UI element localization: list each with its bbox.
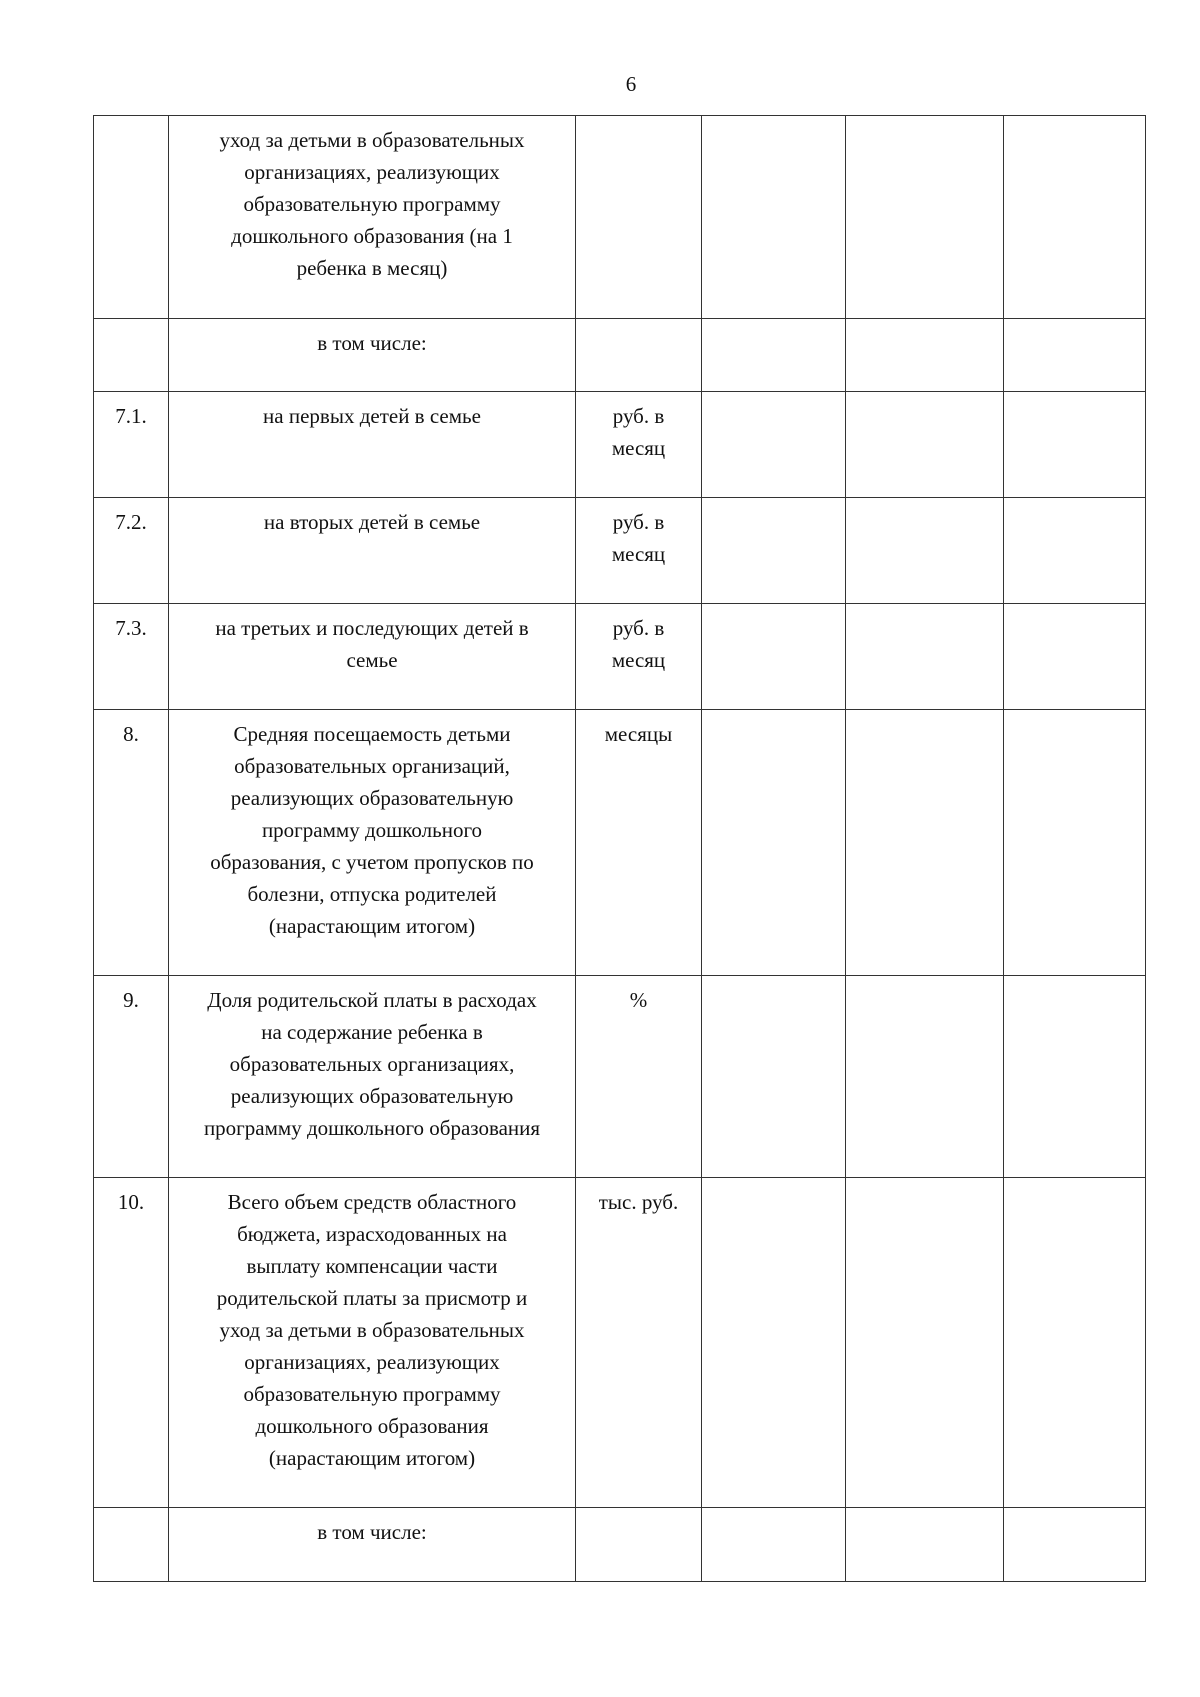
page-number: 6 [625,72,637,96]
value-cell [846,1178,1004,1508]
indicator-name-cell [169,498,576,604]
indicator-name-line: образовательных организаций, [234,754,510,778]
indicator-name-line: образовательных организациях, [229,1052,515,1076]
value-cell [846,976,1004,1178]
row-number-cell [94,1508,169,1582]
row-number-cell [94,392,169,498]
indicator-name-line: выплату компенсации части [246,1254,498,1278]
value-cell [846,1508,1004,1582]
unit-cell [576,498,702,604]
indicator-name-cell [169,1508,576,1582]
indicator-name-line: уход за детьми в образовательных [219,1318,525,1342]
indicator-name-cell [169,116,576,319]
table-row [94,392,1146,498]
indicator-name-line: реализующих образовательную [230,786,514,810]
unit-cell [576,116,702,319]
indicator-name-cell [169,319,576,392]
indicator-name-line: организациях, реализующих [244,160,500,184]
indicator-name-line: программу дошкольного [261,818,483,842]
value-cell [1004,604,1146,710]
unit-line: месяц [611,542,666,566]
value-cell [1004,498,1146,604]
indicator-name-line: в том числе: [317,1520,427,1544]
indicator-name-line: (нарастающим итогом) [268,914,476,938]
indicator-name-line: образовательную программу [243,192,501,216]
indicator-name-line: уход за детьми в образовательных [219,128,525,152]
indicator-name-line: образования, с учетом пропусков по [210,850,534,874]
unit-cell [576,319,702,392]
indicator-name-line: ребенка в месяц) [296,256,448,280]
row-number: 10. [117,1190,145,1214]
unit-cell [576,710,702,976]
unit-line: месяц [611,436,666,460]
table-row [94,116,1146,319]
value-cell [846,319,1004,392]
table-row [94,604,1146,710]
value-cell [702,976,846,1178]
indicator-name-line: дошкольного образования (на 1 [231,224,513,248]
value-cell [1004,1178,1146,1508]
row-number-cell [94,604,169,710]
value-cell [846,604,1004,710]
table-row [94,976,1146,1178]
row-number: 8. [123,722,139,746]
indicator-name-line: реализующих образовательную [230,1084,514,1108]
row-number-cell [94,116,169,319]
indicator-name-line: организациях, реализующих [244,1350,500,1374]
value-cell [702,498,846,604]
value-cell [702,604,846,710]
indicator-name-line: в том числе: [317,331,427,355]
indicator-name-line: программу дошкольного образования [203,1116,541,1140]
unit-cell [576,604,702,710]
value-cell [1004,116,1146,319]
row-number: 7.2. [115,510,147,534]
table-row [94,710,1146,976]
indicators-table [93,115,1146,1582]
indicator-name-line: семье [346,648,398,672]
value-cell [702,392,846,498]
indicator-name-line: Средняя посещаемость детьми [233,722,511,746]
value-cell [1004,1508,1146,1582]
table-row [94,319,1146,392]
indicator-name-line: образовательную программу [243,1382,501,1406]
indicator-name-line: на вторых детей в семье [263,510,481,534]
indicator-name-line: на первых детей в семье [263,404,481,428]
row-number-cell [94,319,169,392]
indicator-name-cell [169,710,576,976]
value-cell [702,1508,846,1582]
indicator-name-line: бюджета, израсходованных на [237,1222,507,1246]
unit-cell [576,1508,702,1582]
row-number-cell [94,498,169,604]
indicator-name-cell [169,392,576,498]
row-number: 9. [123,988,139,1012]
indicator-name-line: на третьих и последующих детей в [215,616,529,640]
unit-line: месяц [611,648,666,672]
row-number: 7.3. [115,616,147,640]
indicator-name-line: дошкольного образования [255,1414,489,1438]
value-cell [846,498,1004,604]
indicator-name-line: Доля родительской платы в расходах [207,988,537,1012]
unit-line: руб. в [612,404,665,428]
value-cell [702,116,846,319]
unit-cell [576,1178,702,1508]
unit-line: руб. в [612,510,665,534]
table-row [94,1508,1146,1582]
value-cell [1004,392,1146,498]
row-number-cell [94,976,169,1178]
table-row [94,1178,1146,1508]
unit-line: тыс. руб. [598,1190,679,1214]
indicator-name-line: родительской платы за присмотр и [216,1286,528,1310]
row-number-cell [94,1178,169,1508]
unit-cell [576,976,702,1178]
value-cell [702,319,846,392]
table-row [94,498,1146,604]
value-cell [1004,710,1146,976]
value-cell [846,710,1004,976]
unit-line: % [629,988,648,1012]
indicator-name-cell [169,604,576,710]
value-cell [846,116,1004,319]
row-number: 7.1. [115,404,147,428]
value-cell [846,392,1004,498]
unit-cell [576,392,702,498]
indicator-name-cell [169,1178,576,1508]
row-number-cell [94,710,169,976]
indicator-name-cell [169,976,576,1178]
value-cell [702,1178,846,1508]
unit-line: месяцы [604,722,673,746]
indicator-name-line: болезни, отпуска родителей [247,882,497,906]
value-cell [702,710,846,976]
indicator-name-line: (нарастающим итогом) [268,1446,476,1470]
unit-line: руб. в [612,616,665,640]
value-cell [1004,976,1146,1178]
indicator-name-line: на содержание ребенка в [261,1020,483,1044]
value-cell [1004,319,1146,392]
indicator-name-line: Всего объем средств областного [227,1190,517,1214]
